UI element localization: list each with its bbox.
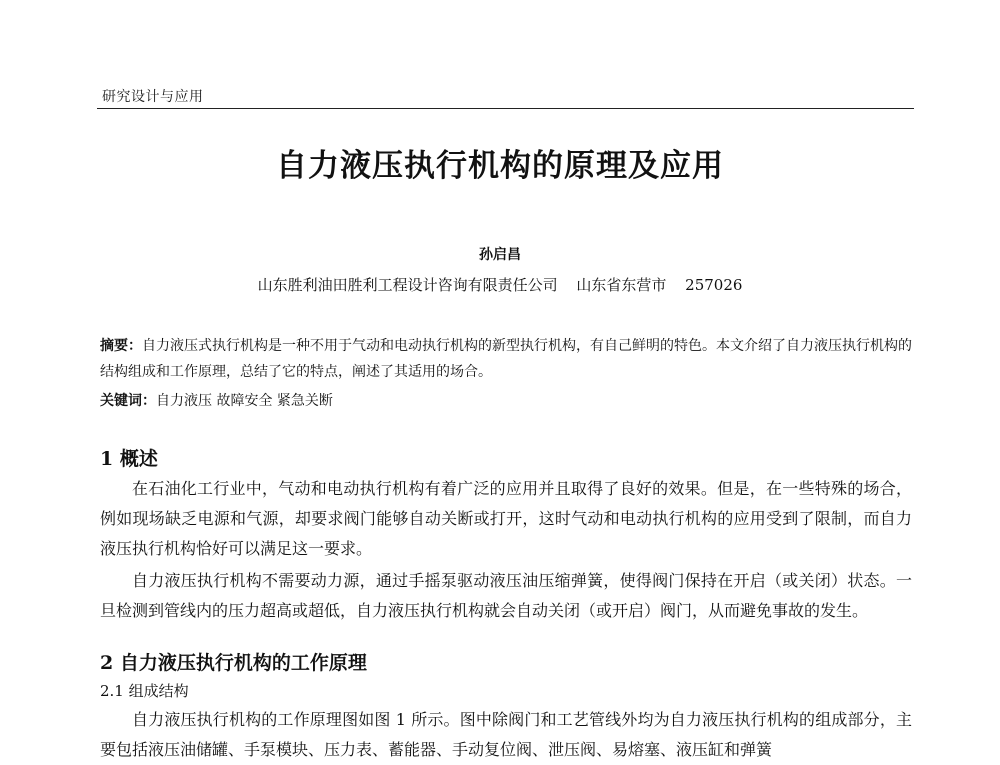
author-name: 孙启昌 bbox=[479, 247, 521, 263]
section-2-paragraph-1: 自力液压执行机构的工作原理图如图 1 所示。图中除阀门和工艺管线外均为自力液压执行机构的组成部分，主要包括液压油储罐、手泵模块、压力表、蓄能器、手动复位阀、泄压阀、易熔塞、液压缸和弹簧 bbox=[100, 710, 912, 759]
paper-title: 自力液压执行机构的原理及应用 bbox=[276, 148, 724, 184]
header-rule bbox=[97, 108, 914, 109]
keywords bbox=[100, 389, 333, 413]
affiliation-line bbox=[0, 274, 1000, 295]
running-header: 研究设计与应用 bbox=[102, 89, 204, 105]
abstract bbox=[100, 333, 912, 385]
section-1-paragraph-1: 在石油化工行业中，气动和电动执行机构有着广泛的应用并且取得了良好的效果。但是，在一些特殊的场合，例如现场缺乏电源和气源，却要求阀门能够自动关断或打开，这时气动和电动执行机构的应用受到了限制，而自力液压执行机构恰好可以满足这一要求。 bbox=[100, 479, 912, 558]
keywords-text: 自力液压 故障安全 紧急关断 bbox=[156, 393, 333, 409]
section-1-heading: 1 概述 bbox=[100, 448, 158, 470]
abstract-label: 摘要： bbox=[100, 338, 142, 354]
affiliation-org: 山东胜利油田胜利工程设计咨询有限责任公司 bbox=[257, 276, 558, 294]
keywords-label: 关键词： bbox=[100, 393, 156, 409]
abstract-text: 自力液压式执行机构是一种不用于气动和电动执行机构的新型执行机构，有自己鲜明的特色。本文介绍了自力液压执行机构的结构组成和工作原理，总结了它的特点，阐述了其适用的场合。 bbox=[100, 338, 912, 380]
subsection-2-1-heading: 2.1 组成结构 bbox=[100, 682, 189, 700]
section-2-heading: 2 自力液压执行机构的工作原理 bbox=[100, 652, 367, 674]
section-1-paragraph-2: 自力液压执行机构不需要动力源，通过手摇泵驱动液压油压缩弹簧，使得阀门保持在开启（或关闭）状态。一旦检测到管线内的压力超高或超低，自力液压执行机构就会自动关闭（或开启）阀门，从而避免事故的发生。 bbox=[100, 571, 912, 620]
affiliation-postcode: 257026 bbox=[685, 276, 743, 294]
affiliation-city: 山东省东营市 bbox=[576, 276, 667, 294]
